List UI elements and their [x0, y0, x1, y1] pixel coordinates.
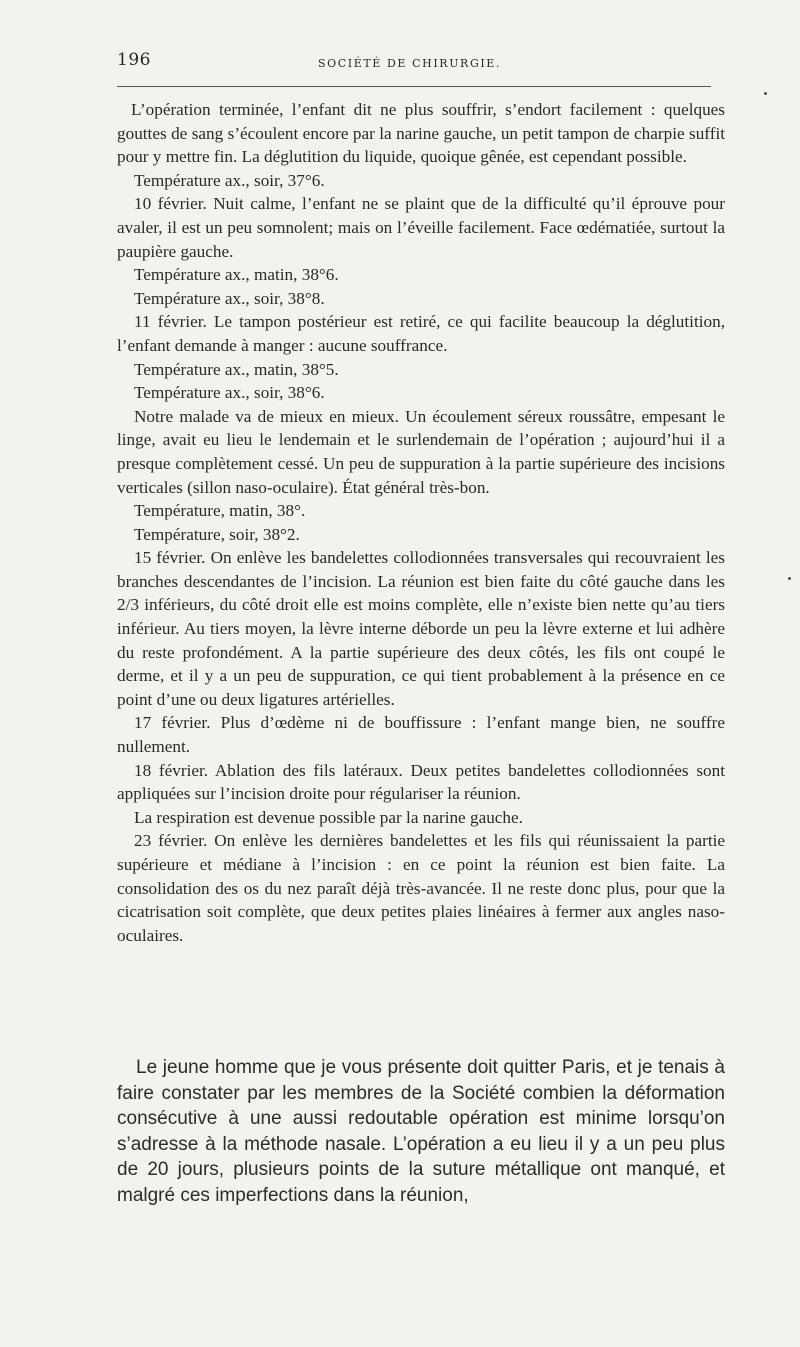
case-note-paragraph: Notre malade va de mieux en mieux. Un écoulement séreux roussâtre, empesant le linge, avait eu lieu le lendemain et le surlendemain de l’opération ; aujourd’hui il a presque complètement cessé. Un peu de suppuration à la partie supérieure des incisions verticales (sillon naso-oculaire). État général très-bon. — [117, 406, 725, 497]
temperature-line: Température ax., matin, 38°6. — [134, 265, 339, 285]
temperature-line: Température ax., soir, 38°8. — [134, 288, 325, 308]
scan-speck — [764, 92, 767, 95]
case-note-paragraph: L’opération terminée, l’enfant dit ne plus souffrir, s’endort facilement : quelques gouttes de sang s’écoulent encore par la narine gauche, un petit tampon de charpie suffit pour y mettre fin. La déglutition du liquide, quoique gênée, est cependant possible. — [117, 100, 725, 167]
case-note-paragraph: 17 février. Plus d’œdème ni de bouffissure : l’enfant mange bien, ne souffre nullement. — [117, 713, 725, 757]
main-text-paragraph: Le jeune homme que je vous présente doit quitter Paris, et je tenais à faire constater par les membres de la Société combien la déformation consécutive à une aussi redoutable opération est minime lorsqu’on s’adresse à la méthode nasale. L’opération a eu lieu il y a un peu plus de 20 jours, plusieurs points de la suture métallique ont manqué, et malgré ces imperfections dans la réunion, — [117, 1057, 725, 1206]
temperature-line: Température, soir, 38°2. — [134, 524, 300, 544]
case-note-paragraph: 23 février. On enlève les dernières bandelettes et les fils qui réunissaient la partie supérieure et médiane à l’incision : en ce point la réunion est bien faite. La consolidation des os du nez paraît déjà très-avancée. Il ne reste donc plus, pour que la cicatrisation soit complète, que deux petites plaies linéaires à fermer aux angles naso-oculaires. — [117, 831, 725, 945]
case-note-paragraph: 15 février. On enlève les bandelettes collodionnées transversales qui recouvraient les branches descendantes de l’incision. La réunion est bien faite du côté gauche dans les 2/3 inférieurs, du côté droit elle est moins complète, elle n’existe bien nette qu’au tiers inférieur. Au tiers moyen, la lèvre interne déborde un peu la lèvre externe et lui adhère du reste profondément. A la partie supérieure des deux côtés, les fils ont coupé le derme, et il y a un peu de suppuration, ce qui tient probablement à la présence en ce point d’une ou deux ligatures artérielles. — [117, 548, 725, 709]
temperature-line: Température ax., matin, 38°5. — [134, 359, 339, 379]
case-note-paragraph: La respiration est devenue possible par la narine gauche. — [134, 807, 523, 827]
main-text — [117, 1055, 725, 1209]
header-rule — [117, 86, 711, 87]
temperature-line: Température ax., soir, 38°6. — [134, 383, 325, 403]
case-note-paragraph: 18 février. Ablation des fils latéraux. Deux petites bandelettes collodionnées sont appliquées sur l’incision droite pour régulariser la réunion. — [117, 760, 725, 804]
temperature-line: Température ax., soir, 37°6. — [134, 170, 325, 190]
page-number: 196 — [117, 50, 151, 70]
scan-speck — [788, 577, 791, 580]
running-head: SOCIÉTÉ DE CHIRURGIE. — [318, 57, 502, 70]
case-notes — [117, 98, 725, 947]
temperature-line: Température, matin, 38°. — [134, 501, 306, 521]
case-note-paragraph: 10 février. Nuit calme, l’enfant ne se plaint que de la difficulté qu’il éprouve pour avaler, il est un peu somnolent; mais on l’éveille facilement. Face œdématiée, surtout la paupière gauche. — [117, 194, 725, 261]
case-note-paragraph: 11 février. Le tampon postérieur est retiré, ce qui facilite beaucoup la déglutition, l’enfant demande à manger : aucune souffrance. — [117, 312, 725, 355]
page-header — [117, 50, 717, 74]
